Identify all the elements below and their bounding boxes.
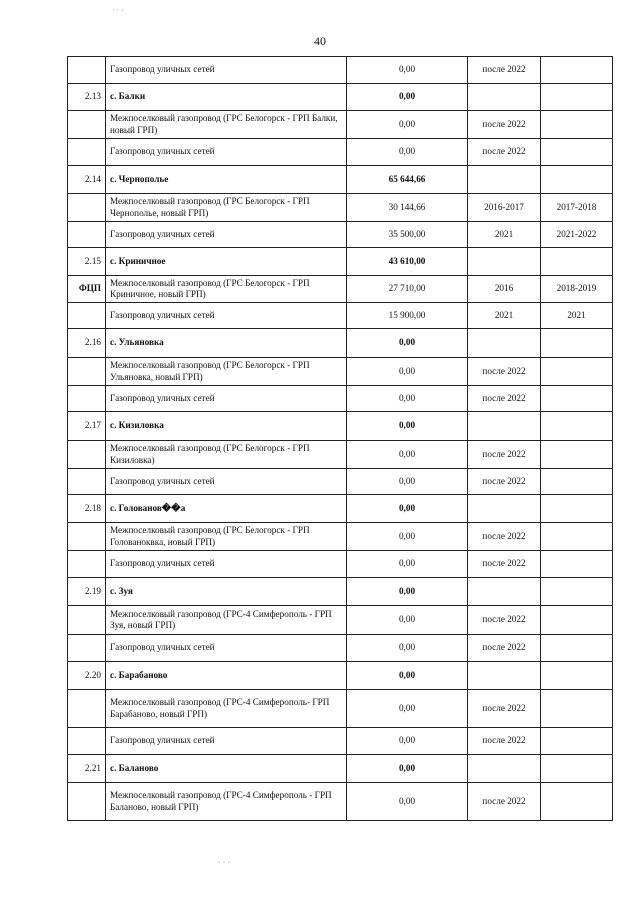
table-row xyxy=(68,469,613,495)
table-row xyxy=(68,358,613,386)
scan-artifact: · · · xyxy=(218,858,230,867)
row-period-2 xyxy=(541,57,613,84)
row-period-1: после 2022 xyxy=(468,57,541,84)
row-number: 2.16 xyxy=(68,329,106,358)
row-name: Межпоселковый газопровод (ГРС Белогорск - ГРП Балки, новый ГРП) xyxy=(106,111,347,139)
table-row xyxy=(68,690,613,728)
row-number xyxy=(68,111,106,139)
row-value: 0,00 xyxy=(347,578,468,606)
settlement-row xyxy=(68,662,613,690)
row-name: Газопровод уличных сетей xyxy=(106,57,347,84)
row-period-2 xyxy=(541,755,613,783)
row-period-1: 2016-2017 xyxy=(468,194,541,222)
row-name: с. Зуя xyxy=(106,578,347,606)
table-row xyxy=(68,551,613,578)
row-value: 0,00 xyxy=(347,690,468,728)
row-period-1: после 2022 xyxy=(468,551,541,578)
row-value: 0,00 xyxy=(347,523,468,551)
row-value: 0,00 xyxy=(347,84,468,111)
row-number xyxy=(68,523,106,551)
row-name: с. Ульяновка xyxy=(106,329,347,358)
row-name: Межпоселковый газопровод (ГРС Белогорск - ГРП Ульяновка, новый ГРП) xyxy=(106,358,347,386)
row-name: с. Чернополье xyxy=(106,166,347,194)
table-row xyxy=(68,276,613,303)
row-name: Межпоселковый газопровод (ГРС Белогорск - ГРП Голованоквка, новый ГРП) xyxy=(106,523,347,551)
row-period-1: 2016 xyxy=(468,276,541,303)
row-period-1: после 2022 xyxy=(468,523,541,551)
settlement-row xyxy=(68,412,613,441)
row-period-2 xyxy=(541,139,613,166)
row-number xyxy=(68,358,106,386)
row-period-2 xyxy=(541,523,613,551)
row-period-1 xyxy=(468,84,541,111)
row-name: Газопровод уличных сетей xyxy=(106,386,347,412)
row-period-1 xyxy=(468,166,541,194)
row-period-2 xyxy=(541,358,613,386)
row-number xyxy=(68,222,106,248)
row-number xyxy=(68,635,106,662)
row-number: 2.15 xyxy=(68,248,106,276)
row-number: 2.18 xyxy=(68,495,106,523)
row-value: 0,00 xyxy=(347,728,468,755)
table-row xyxy=(68,635,613,662)
row-period-2 xyxy=(541,386,613,412)
row-value: 0,00 xyxy=(347,783,468,821)
row-number xyxy=(68,194,106,222)
row-name: с. Криничное xyxy=(106,248,347,276)
row-period-1: 2021 xyxy=(468,222,541,248)
row-period-2 xyxy=(541,111,613,139)
row-period-2 xyxy=(541,441,613,469)
row-value: 0,00 xyxy=(347,469,468,495)
table-row xyxy=(68,222,613,248)
row-value: 0,00 xyxy=(347,139,468,166)
table-row xyxy=(68,386,613,412)
row-period-2 xyxy=(541,551,613,578)
row-value: 35 500,00 xyxy=(347,222,468,248)
row-number: 2.14 xyxy=(68,166,106,194)
row-period-1 xyxy=(468,755,541,783)
row-name: Газопровод уличных сетей xyxy=(106,139,347,166)
row-value: 0,00 xyxy=(347,662,468,690)
settlement-row xyxy=(68,495,613,523)
row-period-1 xyxy=(468,329,541,358)
row-name: Межпоселковый газопровод (ГРС-4 Симферополь- ГРП Барабаново, новый ГРП) xyxy=(106,690,347,728)
table-row xyxy=(68,303,613,329)
row-number xyxy=(68,690,106,728)
row-value: 0,00 xyxy=(347,551,468,578)
row-period-2 xyxy=(541,329,613,358)
row-number xyxy=(68,728,106,755)
row-name: с. Балки xyxy=(106,84,347,111)
row-value: 0,00 xyxy=(347,441,468,469)
row-number xyxy=(68,783,106,821)
row-period-1: после 2022 xyxy=(468,139,541,166)
row-period-1: после 2022 xyxy=(468,606,541,635)
row-value: 43 610,00 xyxy=(347,248,468,276)
row-value: 30 144,66 xyxy=(347,194,468,222)
row-number: 2.13 xyxy=(68,84,106,111)
row-name: с. Кизиловка xyxy=(106,412,347,441)
row-number xyxy=(68,139,106,166)
row-period-2 xyxy=(541,728,613,755)
scan-artifact: · · · xyxy=(112,6,124,15)
table-row xyxy=(68,783,613,821)
row-number: 2.19 xyxy=(68,578,106,606)
row-name: Межпоселковый газопровод (ГРС-4 Симферополь - ГРП Баланово, новый ГРП) xyxy=(106,783,347,821)
settlement-row xyxy=(68,166,613,194)
row-value: 0,00 xyxy=(347,412,468,441)
table-row xyxy=(68,139,613,166)
settlement-row xyxy=(68,248,613,276)
row-value: 65 644,66 xyxy=(347,166,468,194)
row-period-2 xyxy=(541,578,613,606)
table-row xyxy=(68,194,613,222)
row-period-1: после 2022 xyxy=(468,386,541,412)
row-number xyxy=(68,551,106,578)
row-period-1: после 2022 xyxy=(468,441,541,469)
row-number: 2.17 xyxy=(68,412,106,441)
row-name: с. Баланово xyxy=(106,755,347,783)
row-name: Межпоселковый газопровод (ГРС Белогорск - ГРП Кизиловка) xyxy=(106,441,347,469)
row-period-2 xyxy=(541,412,613,441)
row-value: 0,00 xyxy=(347,57,468,84)
row-period-1: после 2022 xyxy=(468,111,541,139)
row-period-2 xyxy=(541,662,613,690)
table-row xyxy=(68,523,613,551)
row-number xyxy=(68,441,106,469)
row-period-2 xyxy=(541,166,613,194)
row-number xyxy=(68,606,106,635)
row-number: 2.21 xyxy=(68,755,106,783)
row-name: Газопровод уличных сетей xyxy=(106,728,347,755)
row-name: Газопровод уличных сетей xyxy=(106,635,347,662)
row-period-2 xyxy=(541,635,613,662)
row-name: Межпоселковый газопровод (ГРС Белогорск - ГРП Криничное, новый ГРП) xyxy=(106,276,347,303)
row-name: Газопровод уличных сетей xyxy=(106,222,347,248)
row-value: 0,00 xyxy=(347,606,468,635)
row-number: ФЦП xyxy=(68,276,106,303)
row-name: Межпоселковый газопровод (ГРС-4 Симферополь - ГРП Зуя, новый ГРП) xyxy=(106,606,347,635)
row-value: 0,00 xyxy=(347,495,468,523)
row-name: Газопровод уличных сетей xyxy=(106,469,347,495)
row-period-1: 2021 xyxy=(468,303,541,329)
row-value: 0,00 xyxy=(347,386,468,412)
row-period-1: после 2022 xyxy=(468,728,541,755)
row-period-1 xyxy=(468,412,541,441)
row-value: 0,00 xyxy=(347,111,468,139)
row-number xyxy=(68,386,106,412)
row-value: 0,00 xyxy=(347,358,468,386)
row-number: 2.20 xyxy=(68,662,106,690)
row-value: 0,00 xyxy=(347,329,468,358)
row-value: 27 710,00 xyxy=(347,276,468,303)
row-period-2 xyxy=(541,495,613,523)
row-period-1 xyxy=(468,248,541,276)
row-period-2 xyxy=(541,469,613,495)
row-value: 0,00 xyxy=(347,635,468,662)
row-name: Межпоселковый газопровод (ГРС Белогорск - ГРП Чернополье, новый ГРП) xyxy=(106,194,347,222)
row-period-1 xyxy=(468,662,541,690)
row-name: с. Барабаново xyxy=(106,662,347,690)
row-period-1: после 2022 xyxy=(468,783,541,821)
row-number xyxy=(68,303,106,329)
row-number xyxy=(68,469,106,495)
table-row xyxy=(68,111,613,139)
page-number: 40 xyxy=(314,34,326,48)
row-value: 15 900,00 xyxy=(347,303,468,329)
row-period-2 xyxy=(541,606,613,635)
row-name: Газопровод уличных сетей xyxy=(106,551,347,578)
row-period-1 xyxy=(468,578,541,606)
settlement-row xyxy=(68,755,613,783)
row-period-2: 2018-2019 xyxy=(541,276,613,303)
settlement-row xyxy=(68,578,613,606)
row-period-2 xyxy=(541,783,613,821)
table-row xyxy=(68,57,613,84)
row-number xyxy=(68,57,106,84)
settlement-row xyxy=(68,84,613,111)
gas-pipeline-table xyxy=(67,56,613,821)
row-period-1: после 2022 xyxy=(468,358,541,386)
row-name: с. Голованов��а xyxy=(106,495,347,523)
settlement-row xyxy=(68,329,613,358)
table-row xyxy=(68,441,613,469)
row-name: Газопровод уличных сетей xyxy=(106,303,347,329)
row-period-2: 2021-2022 xyxy=(541,222,613,248)
table-row xyxy=(68,606,613,635)
row-period-2: 2017-2018 xyxy=(541,194,613,222)
row-period-2 xyxy=(541,84,613,111)
row-value: 0,00 xyxy=(347,755,468,783)
row-period-1: после 2022 xyxy=(468,635,541,662)
row-period-1 xyxy=(468,495,541,523)
row-period-1: после 2022 xyxy=(468,690,541,728)
row-period-1: после 2022 xyxy=(468,469,541,495)
row-period-2 xyxy=(541,248,613,276)
table-body xyxy=(68,57,613,821)
row-period-2: 2021 xyxy=(541,303,613,329)
row-period-2 xyxy=(541,690,613,728)
table-row xyxy=(68,728,613,755)
